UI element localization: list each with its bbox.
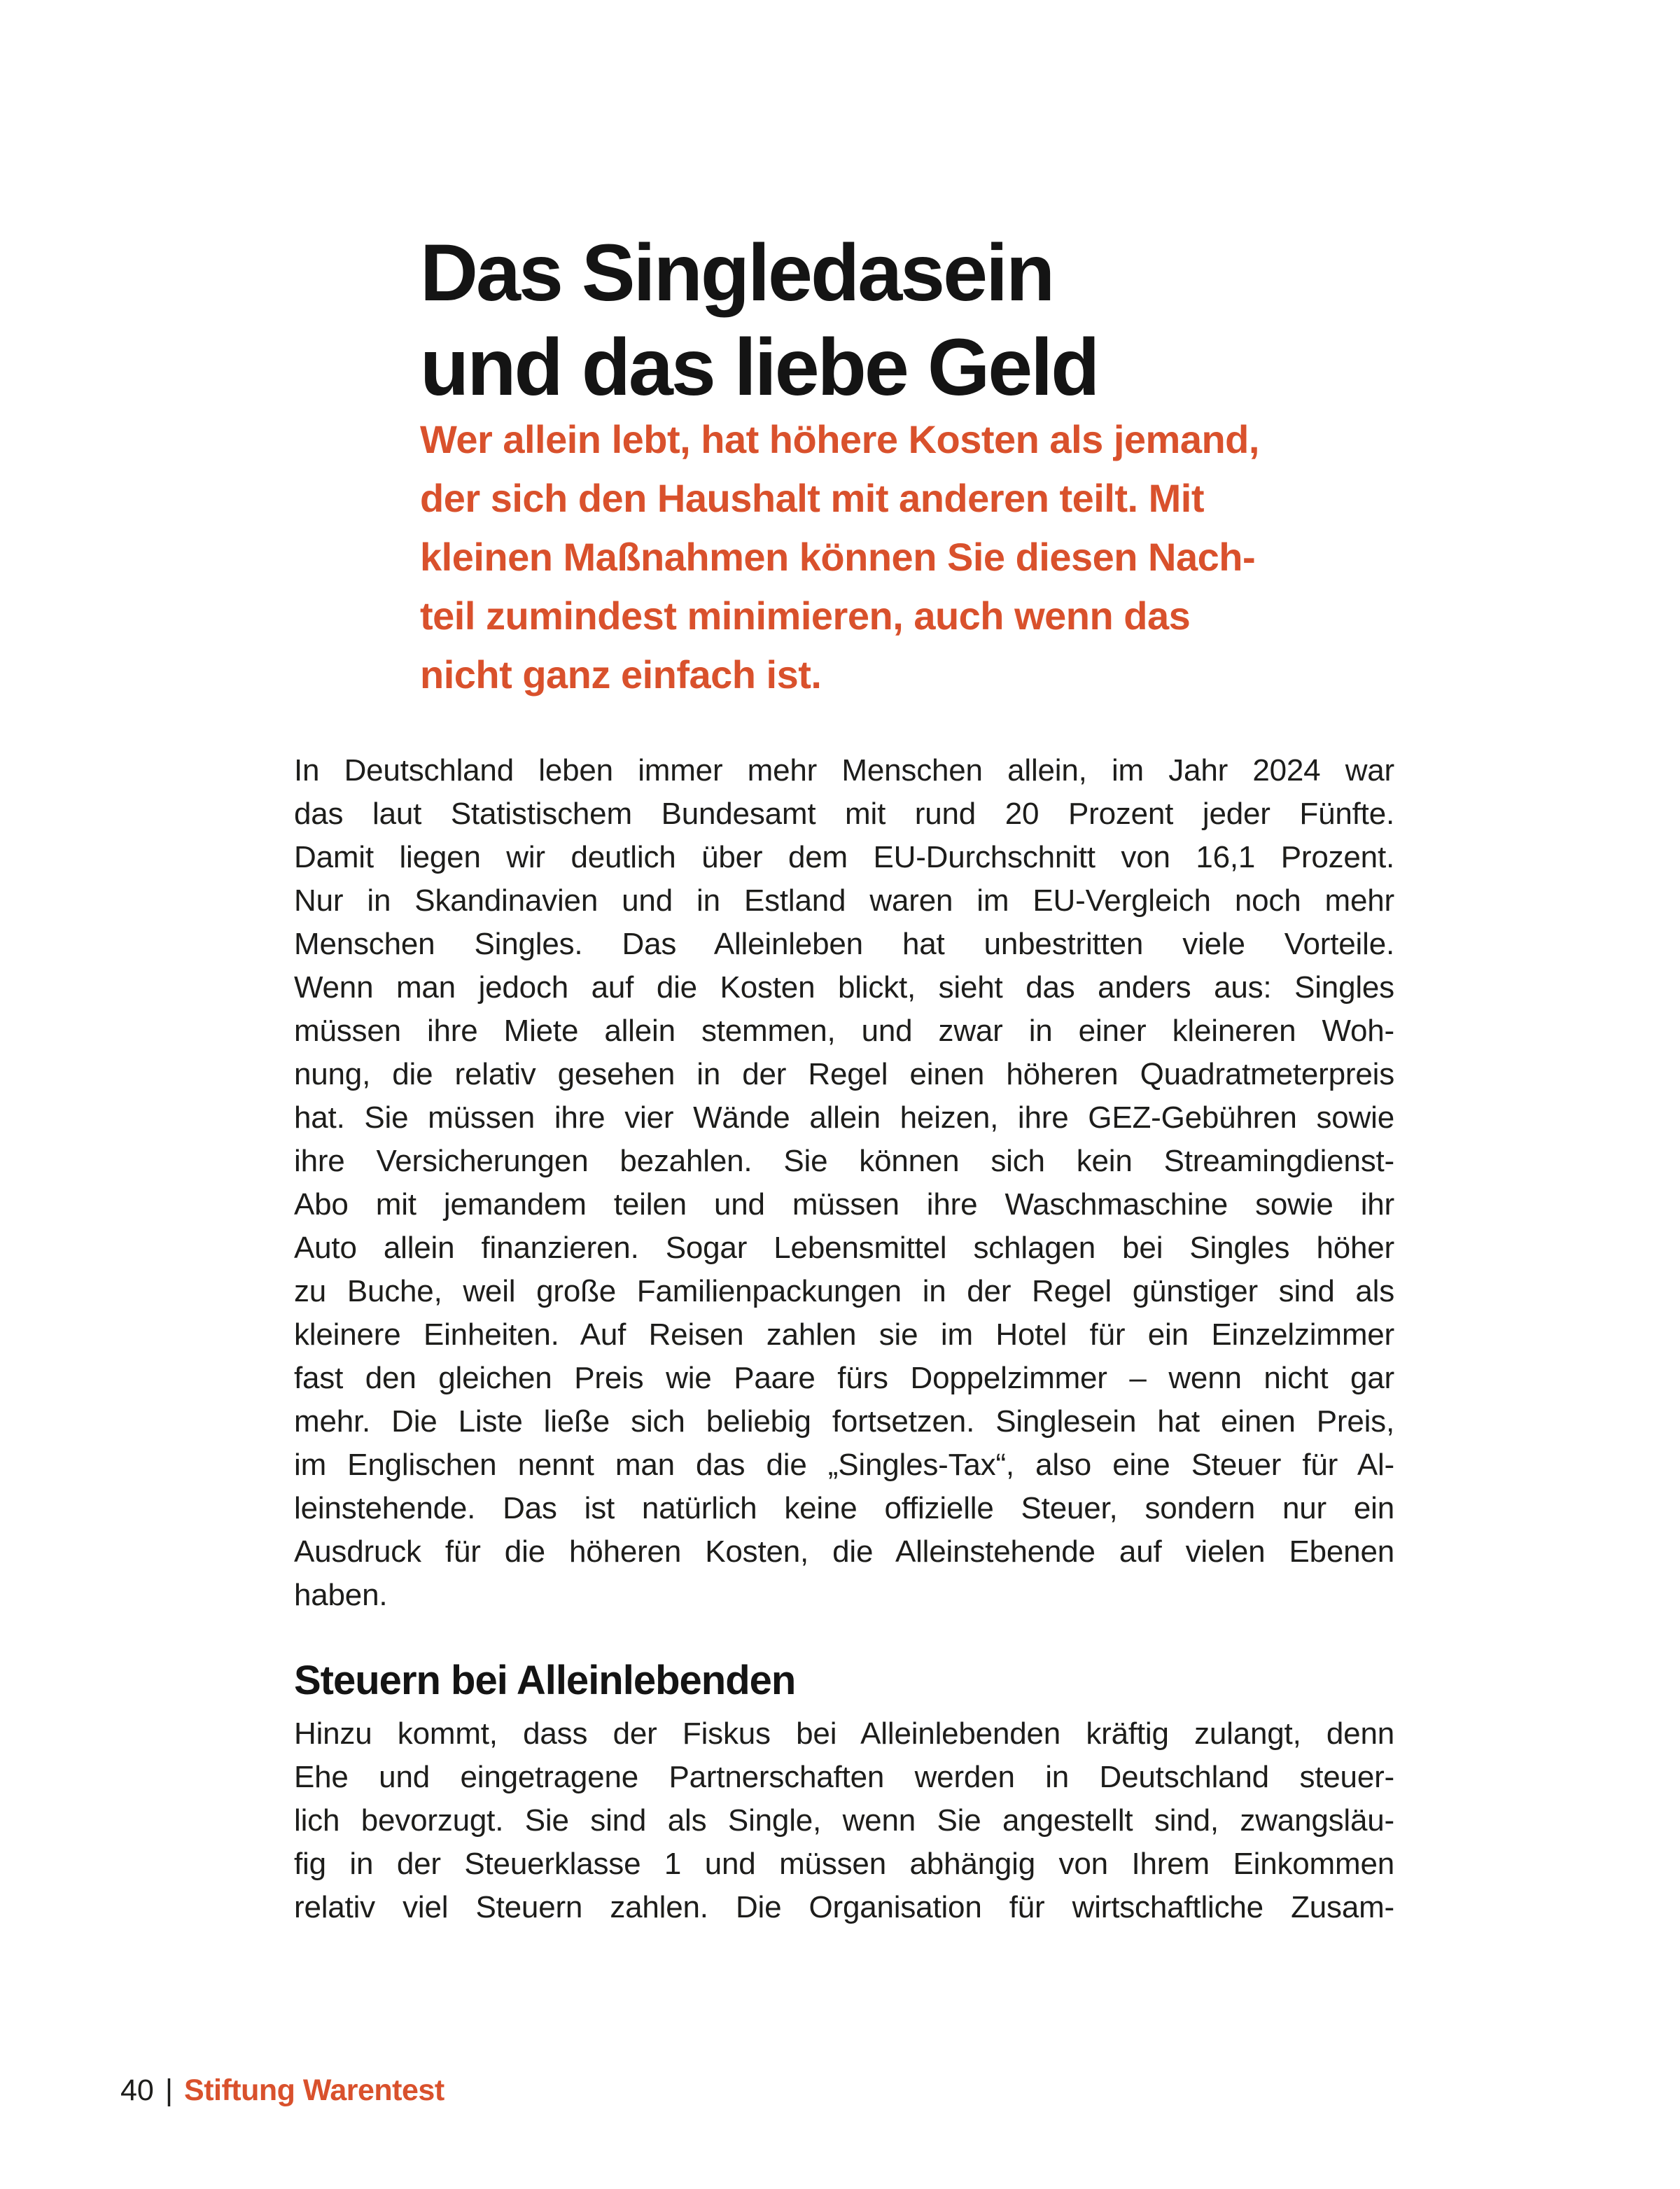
body-text-line: Abo mit jemandem teilen und müssen ihre Waschmaschine sowie ihr bbox=[294, 1187, 1394, 1222]
body-text-line: das laut Statistischem Bundesamt mit rund 20 Prozent jeder Fünfte. bbox=[294, 797, 1394, 831]
body-text-line: fast den gleichen Preis wie Paare fürs Doppelzimmer – wenn nicht gar bbox=[294, 1361, 1394, 1395]
page-title-line: und das liebe Geld bbox=[420, 323, 1098, 413]
body-text-line: fig in der Steuerklasse 1 und müssen abhängig von Ihrem Einkommen bbox=[294, 1847, 1394, 1881]
body-text-line: mehr. Die Liste ließe sich beliebig fortsetzen. Singlesein hat einen Preis, bbox=[294, 1404, 1394, 1439]
body-text-line: müssen ihre Miete allein stemmen, und zwar in einer kleineren Woh- bbox=[294, 1014, 1394, 1048]
body-text-line: Wenn man jedoch auf die Kosten blickt, sieht das anders aus: Singles bbox=[294, 970, 1394, 1005]
body-text-line: zu Buche, weil große Familienpackungen in der Regel günstiger sind als bbox=[294, 1274, 1394, 1308]
footer-divider: | bbox=[164, 2073, 174, 2107]
body-text-line: Ausdruck für die höheren Kosten, die Alleinstehende auf vielen Ebenen bbox=[294, 1534, 1394, 1569]
section-heading: Steuern bei Alleinlebenden bbox=[294, 1658, 796, 1703]
body-text-line: Auto allein finanzieren. Sogar Lebensmittel schlagen bei Singles höher bbox=[294, 1231, 1394, 1265]
body-text-line: Nur in Skandinavien und in Estland waren im EU-Vergleich noch mehr bbox=[294, 883, 1394, 918]
lead-line: der sich den Haushalt mit anderen teilt. Mit bbox=[420, 476, 1204, 520]
body-text-line: haben. bbox=[294, 1578, 388, 1612]
body-text-line: Menschen Singles. Das Alleinleben hat unbestritten viele Vorteile. bbox=[294, 927, 1394, 961]
body-text-line: ihre Versicherungen bezahlen. Sie können sich kein Streamingdienst- bbox=[294, 1144, 1394, 1178]
page-footer bbox=[120, 2071, 444, 2110]
body-text-line: kleinere Einheiten. Auf Reisen zahlen sie im Hotel für ein Einzelzimmer bbox=[294, 1317, 1394, 1352]
page-title-line: Das Singledasein bbox=[420, 228, 1054, 319]
lead-line: nicht ganz einfach ist. bbox=[420, 652, 822, 697]
body-text-line: Hinzu kommt, dass der Fiskus bei Alleinlebenden kräftig zulangt, denn bbox=[294, 1716, 1394, 1751]
body-text-line: hat. Sie müssen ihre vier Wände allein heizen, ihre GEZ-Gebühren sowie bbox=[294, 1100, 1394, 1135]
lead-line: kleinen Maßnahmen können Sie diesen Nach- bbox=[420, 535, 1256, 579]
body-paragraph-1 bbox=[294, 749, 1394, 1617]
page-title bbox=[420, 226, 1098, 415]
body-text-line: relativ viel Steuern zahlen. Die Organisation für wirtschaftliche Zusam- bbox=[294, 1890, 1394, 1924]
body-text-line: Damit liegen wir deutlich über dem EU-Durchschnitt von 16,1 Prozent. bbox=[294, 840, 1394, 874]
lead-line: Wer allein lebt, hat höhere Kosten als jemand, bbox=[420, 417, 1259, 461]
lead-paragraph bbox=[420, 410, 1259, 704]
lead-line: teil zumindest minimieren, auch wenn das bbox=[420, 594, 1191, 638]
body-text-line: im Englischen nennt man das die „Singles-Tax“, also eine Steuer für Al- bbox=[294, 1448, 1394, 1482]
body-paragraph-2 bbox=[294, 1712, 1394, 1929]
body-text-line: Ehe und eingetragene Partnerschaften werden in Deutschland steuer- bbox=[294, 1760, 1394, 1794]
body-text-line: nung, die relativ gesehen in der Regel einen höheren Quadratmeterpreis bbox=[294, 1057, 1394, 1091]
body-text-line: In Deutschland leben immer mehr Menschen allein, im Jahr 2024 war bbox=[294, 753, 1394, 788]
publisher-name: Stiftung Warentest bbox=[184, 2073, 444, 2107]
body-text-line: leinstehende. Das ist natürlich keine offizielle Steuer, sondern nur ein bbox=[294, 1491, 1394, 1525]
body-text-line: lich bevorzugt. Sie sind als Single, wenn Sie angestellt sind, zwangsläu- bbox=[294, 1803, 1394, 1838]
page-number: 40 bbox=[120, 2073, 154, 2107]
